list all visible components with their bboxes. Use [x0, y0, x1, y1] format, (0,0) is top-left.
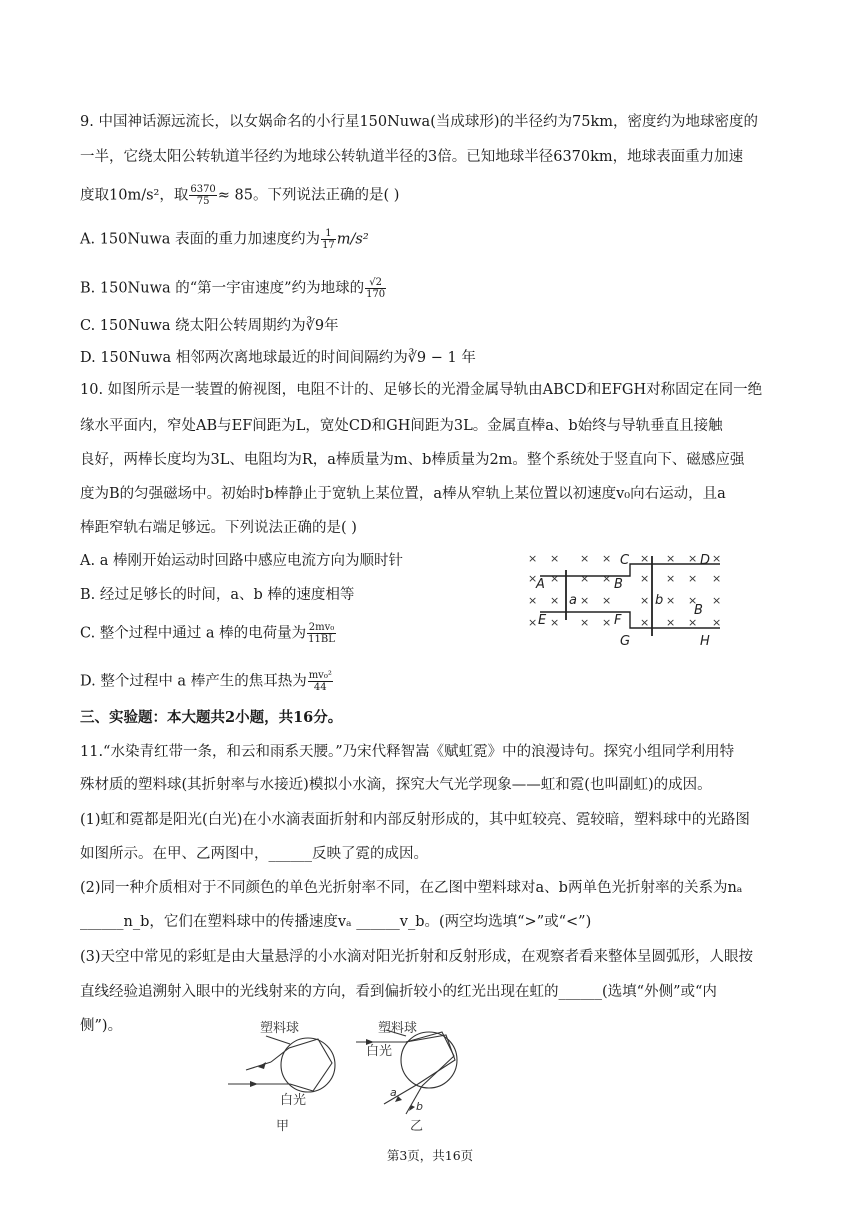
label-G: G	[620, 634, 631, 648]
option-text: A. 150Nuwa 表面的重力加速度约为	[80, 231, 321, 248]
white-light-label: 白光	[366, 1044, 393, 1059]
field-cross: ×	[640, 572, 650, 585]
internal-path	[271, 1039, 332, 1091]
label-F: F	[614, 613, 622, 628]
field-cross: ×	[602, 594, 612, 607]
q11-part3-line-1: (3)天空中常见的彩虹是由大量悬浮的小水滴对阳光折射和反射形成，在观察者看来整体呈圆弧形，人眼按	[80, 949, 754, 965]
field-cross: ×	[688, 594, 698, 607]
q11-part3-line-2: 直线经验追溯射入眼中的光线射来的方向，看到偏折较小的红光出现在虹的______(选填“外侧”或“内	[80, 984, 717, 1000]
q10-line-4: 度为B的匀强磁场中。初始时b棒静止于宽轨上某位置，a棒从窄轨上某位置以初速度v₀向右运动，且a	[80, 486, 726, 502]
q9-ratio-fraction	[189, 184, 216, 207]
field-cross: ×	[712, 552, 722, 565]
label-B: B	[614, 577, 623, 592]
field-cross: ×	[550, 616, 560, 629]
label-rod-b: b	[655, 593, 664, 608]
field-cross: ×	[580, 572, 590, 585]
fraction-numerator: 2mv₀	[308, 622, 335, 633]
field-cross: ×	[712, 594, 722, 607]
label-D: D	[700, 553, 711, 568]
q10-line-3: 良好，两棒长度均为3L、电阻均为R，a棒质量为m、b棒质量为2m。整个系统处于竖直向下、磁感应强	[80, 452, 745, 468]
q11-part3-line-3: 侧”)。	[80, 1018, 123, 1034]
fraction-numerator: 1	[321, 228, 336, 240]
label-E: E	[538, 613, 547, 628]
q9-option-d: D. 150Nuwa 相邻两次离地球最近的时间间隔约为∛9 − 1 年	[80, 350, 476, 366]
field-cross: ×	[688, 572, 698, 585]
q9-line-3-end: ≈ 85。下列说法正确的是( )	[217, 187, 400, 204]
field-cross: ×	[550, 572, 560, 585]
option-text: C. 整个过程中通过 a 棒的电荷量为	[80, 625, 307, 642]
q9-line-3	[80, 184, 399, 207]
q11-line-2: 殊材质的塑料球(其折射率与水接近)模拟小水滴，探究大气光学现象——虹和霓(也叫副虹)的成因。	[80, 777, 712, 793]
label-leader	[266, 1036, 290, 1044]
q10-option-d	[80, 670, 334, 693]
option-fraction	[321, 228, 336, 251]
field-cross: ×	[688, 616, 698, 629]
q10-rail-diagram	[522, 548, 732, 648]
field-cross: ×	[666, 552, 676, 565]
field-cross: ×	[602, 616, 612, 629]
label-H: H	[700, 634, 710, 648]
field-cross: ×	[712, 572, 722, 585]
q9-line-3-start: 度取10m/s²，取	[80, 187, 189, 204]
q11-part2-line-1: (2)同一种介质相对于不同颜色的单色光折射率不同，在乙图中塑料球对a、b两单色光折射率的关系为nₐ	[80, 880, 743, 896]
q10-option-a: A. a 棒刚开始运动时回路中感应电流方向为顺时针	[80, 553, 403, 569]
q11-part2-line-2: ______n_b，它们在塑料球中的传播速度vₐ ______v_b。(两空均选填“>”或“<”)	[80, 914, 592, 930]
q11-figure-yi	[356, 1018, 476, 1136]
fraction-denominator: 17	[322, 240, 335, 251]
fraction-denominator: 44	[313, 682, 327, 693]
field-cross: ×	[528, 594, 538, 607]
field-cross: ×	[580, 552, 590, 565]
q10-option-b: B. 经过足够长的时间，a、b 棒的速度相等	[80, 587, 355, 603]
page-footer: 第3页，共16页	[386, 1148, 474, 1163]
field-cross: ×	[688, 552, 698, 565]
q9-option-b	[80, 277, 387, 300]
ray-b-label: b	[416, 1100, 423, 1113]
option-text: B. 150Nuwa 的“第一宇宙速度”约为地球的	[80, 280, 365, 297]
q10-line-1: 10. 如图所示是一装置的俯视图，电阻不计的、足够长的光滑金属导轨由ABCD和EFGH对称固定在同一绝	[80, 382, 763, 398]
ball-label: 塑料球	[260, 1021, 300, 1036]
label-field-B: B	[694, 603, 703, 618]
field-cross: ×	[580, 594, 590, 607]
point-labels	[535, 553, 710, 648]
field-cross: ×	[550, 552, 560, 565]
label-A: A	[536, 577, 545, 592]
field-cross: ×	[528, 616, 538, 629]
field-cross: ×	[602, 552, 612, 565]
label-rod-a: a	[569, 593, 577, 608]
fraction-numerator: √2	[365, 277, 386, 289]
field-cross: ×	[528, 572, 538, 585]
option-text: D. 整个过程中 a 棒产生的焦耳热为	[80, 673, 307, 690]
field-cross: ×	[528, 552, 538, 565]
ball-label: 塑料球	[378, 1021, 418, 1036]
caption-yi: 乙	[410, 1119, 424, 1134]
option-fraction	[308, 670, 333, 693]
caption-jia: 甲	[276, 1119, 290, 1134]
q9-line-1: 9. 中国神话源远流长，以女娲命名的小行星150Nuwa(当成球形)的半径约为75km，密度约为地球密度的	[80, 114, 758, 130]
q11-line-1: 11.“水染青红带一条，和云和雨系天腰。”乃宋代释智嵩《赋虹霓》中的浪漫诗句。探究小组同学利用特	[80, 744, 735, 760]
fraction-numerator: mv₀²	[308, 670, 332, 681]
q10-option-c	[80, 622, 337, 645]
q11-figure-jia	[228, 1018, 348, 1136]
q9-option-a	[80, 228, 369, 251]
q9-option-c: C. 150Nuwa 绕太阳公转周期约为∛9年	[80, 318, 339, 334]
arrow-icon	[250, 1081, 258, 1087]
fraction-denominator: 170	[366, 289, 386, 300]
q9-line-2: 一半，它绕太阳公转轨道半径约为地球公转轨道半径的3倍。已知地球半径6370km，地球表面重力加速	[80, 149, 744, 165]
option-fraction	[307, 622, 336, 645]
field-cross: ×	[640, 552, 650, 565]
field-cross: ×	[580, 616, 590, 629]
field-cross: ×	[602, 572, 612, 585]
white-light-label: 白光	[280, 1093, 307, 1108]
q11-part1-line-1: (1)虹和霓都是阳光(白光)在小水滴表面折射和内部反射形成的，其中虹较亮、霓较暗，塑料球中的光路图	[80, 812, 750, 828]
internal-path-b	[406, 1032, 454, 1086]
field-cross: ×	[550, 594, 560, 607]
label-C: C	[620, 553, 630, 568]
field-cross: ×	[640, 594, 650, 607]
q10-line-2: 缘水平面内，窄处AB与EF间距为L，宽处CD和GH间距为3L。金属直棒a、b始终与导轨垂直且接触	[80, 418, 723, 434]
field-cross: ×	[712, 616, 722, 629]
option-fraction	[365, 277, 386, 300]
exit-ray	[246, 1062, 271, 1070]
option-unit: m/s²	[336, 231, 369, 248]
q11-part1-line-2: 如图所示。在甲、乙两图中，______反映了霓的成因。	[80, 846, 428, 862]
ray-a-label: a	[390, 1086, 397, 1099]
field-cross: ×	[666, 572, 676, 585]
fraction-denominator: 75	[196, 196, 210, 207]
field-cross: ×	[666, 616, 676, 629]
field-cross: ×	[640, 616, 650, 629]
section-3-heading: 三、实验题：本大题共2小题，共16分。	[80, 709, 343, 726]
fraction-denominator: 11BL	[308, 634, 335, 645]
q10-line-5: 棒距窄轨右端足够远。下列说法正确的是( )	[80, 520, 357, 536]
fraction-numerator: 6370	[190, 184, 216, 195]
field-cross: ×	[666, 594, 676, 607]
